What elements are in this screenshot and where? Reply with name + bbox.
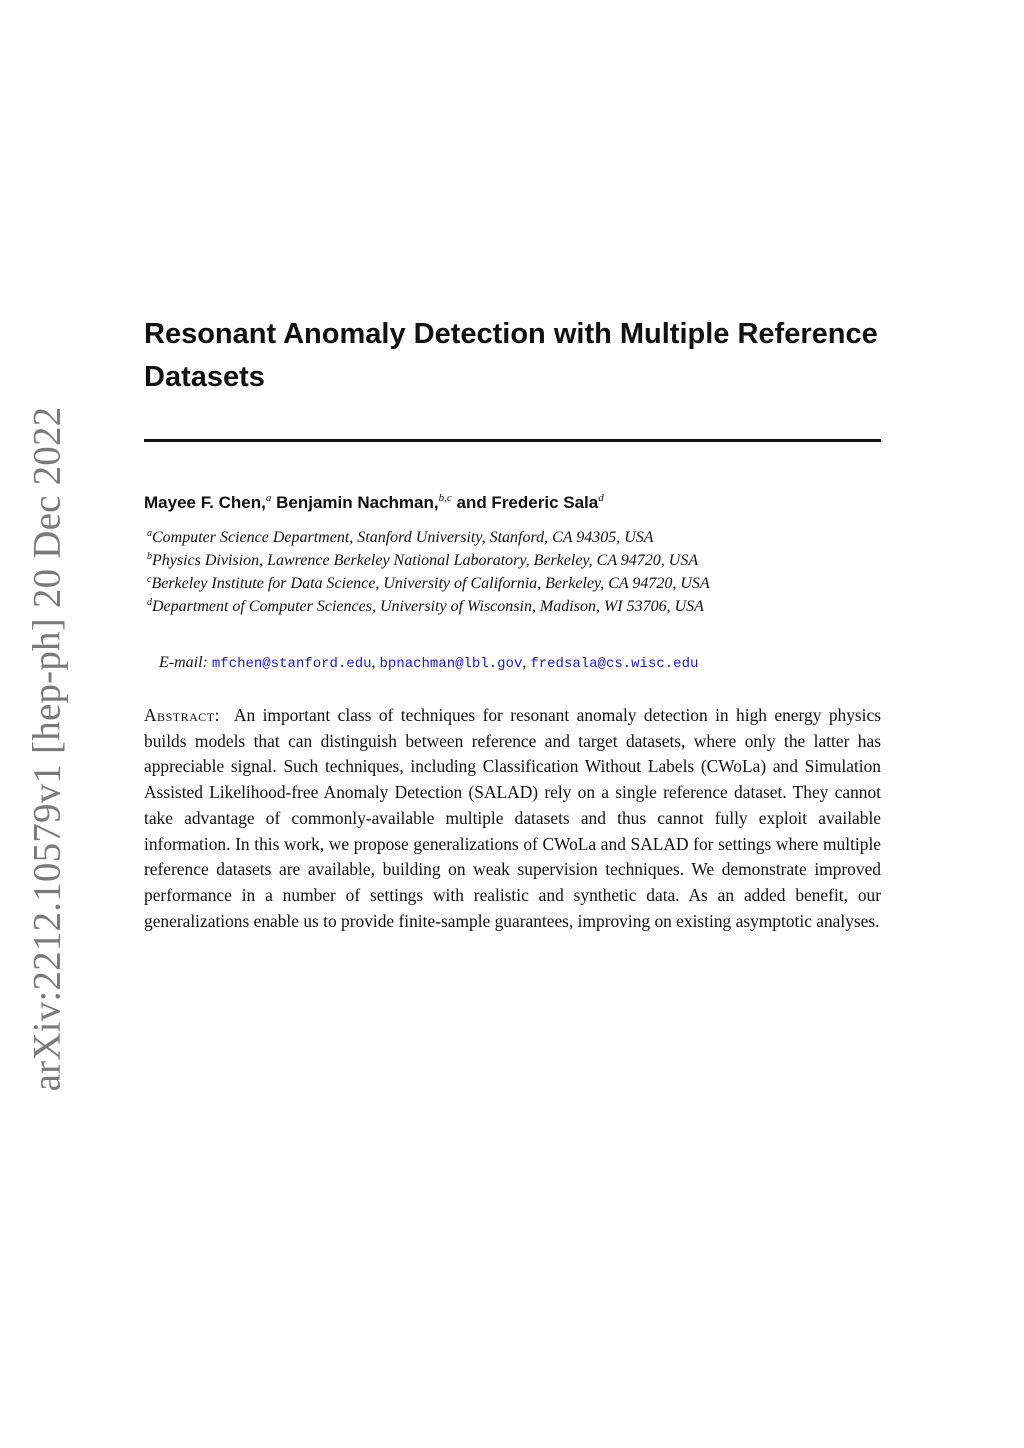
email-link[interactable]: bpnachman@lbl.gov	[379, 656, 523, 672]
affiliation-item	[147, 595, 710, 618]
abstract-text: An important class of techniques for resonant anomaly detection in high energy physics builds models that can distinguish between reference and target datasets, where only the latter has appreciable signal. Such techniques, including Classification Without Labels (CWoLa) and Simulation Assisted Likelihood-free Anomaly Detection (SALAD) rely on a single reference dataset. They cannot take advantage of commonly-available multiple datasets and thus cannot fully exploit available information. In this work, we propose generalizations of CWoLa and SALAD for settings where multiple reference datasets are available, building on weak supervision techniques. We demonstrate improved performance in a number of settings with realistic and synthetic data. As an added benefit, our generalizations enable us to provide finite-sample guarantees, improving on existing asymptotic analyses.	[144, 705, 881, 931]
author-name: Mayee F. Chen,	[144, 493, 266, 512]
affiliation-item	[147, 572, 710, 595]
arxiv-identifier-stamp: arXiv:2212.10579v1 [hep-ph] 20 Dec 2022	[25, 406, 69, 1092]
author-list	[144, 493, 604, 513]
affiliation-text: Department of Computer Sciences, University of Wisconsin, Madison, WI 53706, USA	[152, 598, 704, 615]
email-separator: ,	[522, 654, 531, 671]
affiliation-text: Physics Division, Lawrence Berkeley National Laboratory, Berkeley, CA 94720, USA	[152, 552, 699, 569]
email-link[interactable]: mfchen@stanford.edu	[211, 656, 372, 672]
email-label: E-mail:	[159, 654, 208, 671]
affiliation-mark: b	[147, 551, 152, 562]
author-affiliation-mark: d	[598, 492, 604, 504]
affiliation-text: Computer Science Department, Stanford University, Stanford, CA 94305, USA	[152, 529, 654, 546]
author-name: and Frederic Sala	[456, 493, 599, 512]
title-divider	[144, 439, 881, 442]
email-separator: ,	[371, 654, 380, 671]
abstract-label: Abstract:	[144, 705, 220, 725]
email-link[interactable]: fredsala@cs.wisc.edu	[530, 656, 699, 672]
author-name: Benjamin Nachman,	[276, 493, 439, 512]
email-line	[159, 654, 698, 672]
affiliation-item	[147, 549, 710, 572]
author-affiliation-mark: b,c	[438, 492, 452, 504]
affiliation-text: Berkeley Institute for Data Science, University of California, Berkeley, CA 94720, USA	[151, 575, 710, 592]
author-affiliation-mark: a	[265, 492, 272, 504]
affiliation-mark: c	[147, 574, 152, 585]
affiliation-mark: d	[147, 597, 152, 608]
affiliation-list	[147, 526, 710, 618]
abstract	[144, 703, 881, 934]
affiliation-mark: a	[147, 528, 152, 539]
affiliation-item	[147, 526, 710, 549]
paper-title: Resonant Anomaly Detection with Multiple Reference Datasets	[144, 318, 878, 393]
